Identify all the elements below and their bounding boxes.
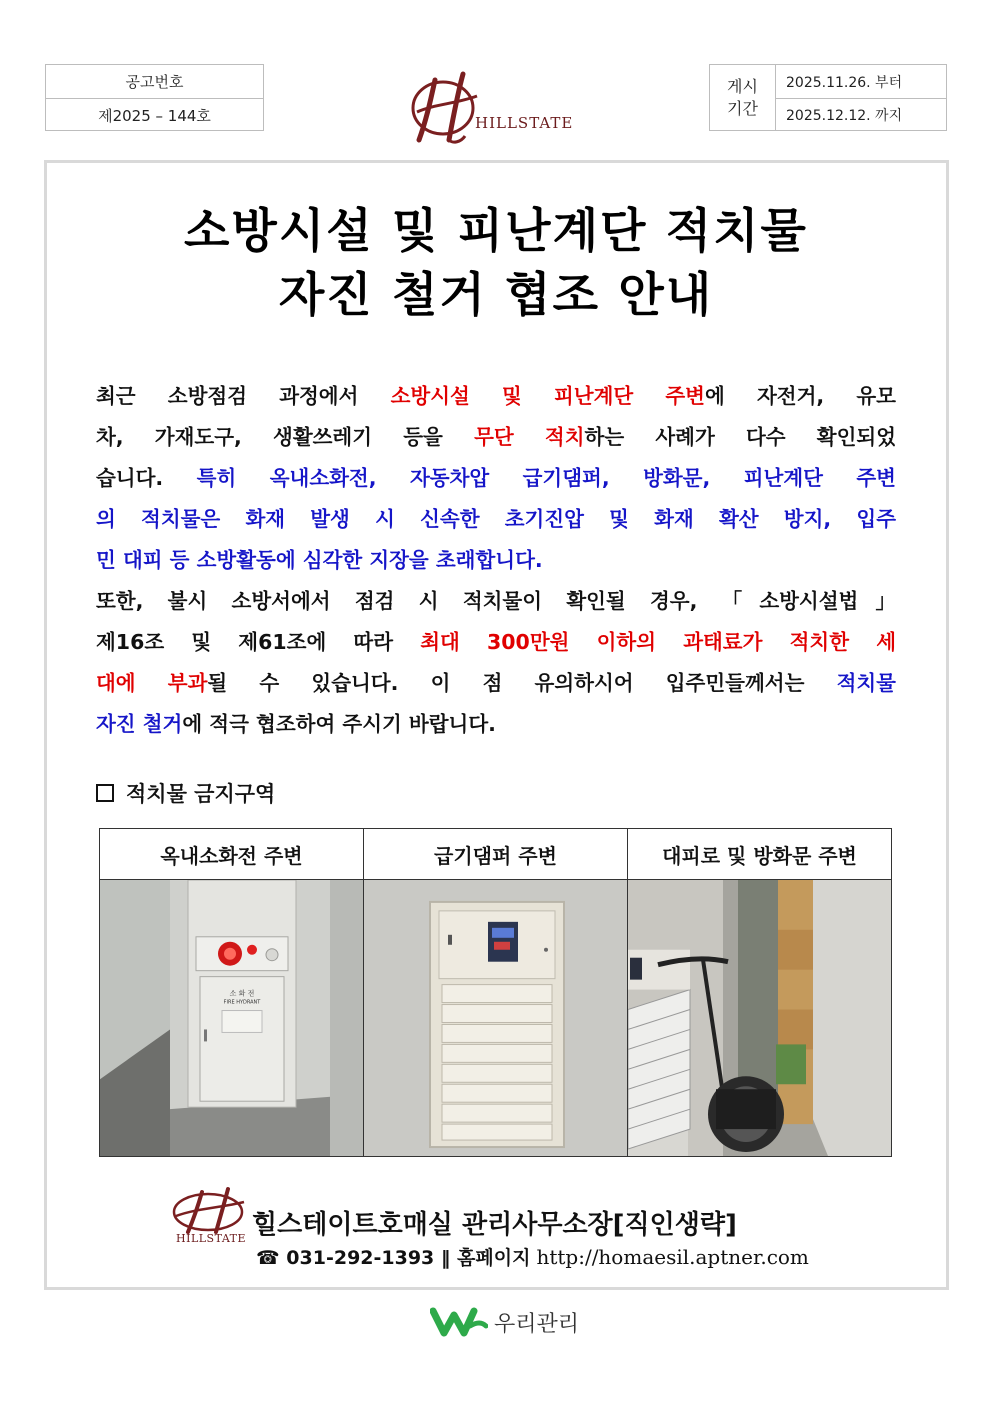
body-line bbox=[96, 663, 896, 704]
posting-start-date: 2025.11.26. 부터 bbox=[786, 74, 903, 91]
posting-period-label-line2: 기간 bbox=[727, 98, 758, 118]
hillstate-h-icon bbox=[405, 68, 485, 146]
posting-end-date: 2025.12.12. 까지 bbox=[776, 98, 946, 131]
louver-panel bbox=[628, 990, 690, 1149]
checkbox-square-icon bbox=[96, 784, 114, 802]
hillstate-wordmark: HILLSTATE bbox=[475, 114, 574, 132]
body-line bbox=[96, 376, 896, 417]
body-line bbox=[96, 581, 896, 622]
damper-photo bbox=[364, 880, 627, 1156]
notice-number-value: 제2025 – 144호 bbox=[46, 98, 263, 131]
wuri-w-icon bbox=[430, 1306, 488, 1338]
prohibited-zones-table bbox=[99, 828, 892, 1157]
management-office-name: 힐스테이트호매실 관리사무소장[직인생략] bbox=[252, 1210, 737, 1240]
zone-header: 옥내소화전 주변 bbox=[100, 829, 363, 880]
wuri-logo bbox=[430, 1306, 579, 1338]
highlight-red: 소방시설 및 피난계단 주변 bbox=[390, 384, 705, 408]
hydrant-label-ko: 소 화 전 bbox=[229, 989, 255, 998]
body-line bbox=[96, 417, 896, 458]
air-damper-image bbox=[364, 880, 627, 1156]
highlight-blue: 적치물 bbox=[836, 671, 896, 695]
body-text: 습니다. bbox=[96, 466, 197, 490]
posting-period-box bbox=[709, 64, 947, 131]
body-text: 제16조 및 제61조에 따라 bbox=[96, 630, 421, 654]
body-text: 될 수 있습니다. 이 점 유의하시어 입주민들께서는 bbox=[207, 671, 837, 695]
body-text: 에 자전거, 유모 bbox=[705, 384, 896, 408]
contact-line bbox=[256, 1243, 809, 1270]
phone-number: 031-292-1393 bbox=[286, 1247, 435, 1269]
title-line-2: 자진 철거 협조 안내 bbox=[278, 268, 714, 323]
body-line bbox=[96, 499, 896, 540]
title-line-1: 소방시설 및 피난계단 적치물 bbox=[184, 204, 808, 259]
fire-hydrant-image bbox=[100, 880, 363, 1156]
highlight-red: 대에 부과 bbox=[96, 671, 208, 695]
damper-louvers bbox=[442, 985, 552, 1140]
section-heading bbox=[96, 778, 275, 808]
body-line bbox=[96, 622, 896, 663]
posting-period-label bbox=[710, 65, 776, 130]
contact-separator: ‖ bbox=[440, 1247, 451, 1269]
hillstate-h-icon bbox=[168, 1186, 248, 1236]
body-line bbox=[96, 704, 896, 745]
body-text: 하는 사례가 다수 확인되었 bbox=[584, 425, 896, 449]
hillstate-logo bbox=[405, 68, 574, 146]
highlight-blue: 민 대피 등 소방활동에 심각한 지장을 초래합니다. bbox=[96, 548, 543, 572]
highlight-red: 최대 300만원 이하의 과태료가 적치한 세 bbox=[420, 630, 896, 654]
body-text: 또한, 불시 소방서에서 점검 시 적치물이 확인될 경우, 「소방시설법」 bbox=[96, 589, 896, 613]
zone-column-evacuation bbox=[627, 829, 891, 1156]
highlight-blue: 특히 옥내소화전, 자동차압 급기댐퍼, 방화문, 피난계단 주변 bbox=[196, 466, 896, 490]
highlight-red: 무단 적치 bbox=[474, 425, 585, 449]
posting-period-label-line1: 게시 bbox=[727, 76, 758, 96]
hydrant-label-en: FIRE HYDRANT bbox=[223, 999, 261, 1006]
phone-icon: ☎ bbox=[256, 1247, 280, 1269]
section-heading-text: 적치물 금지구역 bbox=[126, 782, 276, 806]
page-title bbox=[0, 200, 992, 328]
notice-body bbox=[96, 376, 896, 745]
body-text: 에 적극 협조하여 주시기 바랍니다. bbox=[182, 712, 496, 736]
posting-period-dates bbox=[776, 65, 946, 130]
homepage-label: 홈페이지 bbox=[457, 1247, 531, 1269]
notice-number-label: 공고번호 bbox=[125, 73, 184, 91]
highlight-blue: 자진 철거 bbox=[96, 712, 183, 736]
zone-header: 급기댐퍼 주변 bbox=[364, 829, 627, 880]
zone-header: 대피로 및 방화문 주변 bbox=[628, 829, 891, 880]
body-text: 차, 가재도구, 생활쓰레기 등을 bbox=[96, 425, 475, 449]
body-line bbox=[96, 540, 896, 581]
body-line bbox=[96, 458, 896, 499]
obstructed-corridor-image bbox=[628, 880, 891, 1156]
body-text: 최근 소방점검 과정에서 bbox=[96, 384, 391, 408]
footer-hillstate-wordmark: HILLSTATE bbox=[176, 1232, 247, 1245]
notice-number-box bbox=[45, 64, 264, 131]
hydrant-photo bbox=[100, 880, 363, 1156]
homepage-url[interactable]: http://homaesil.aptner.com bbox=[536, 1245, 809, 1269]
footer-hillstate-logo bbox=[168, 1186, 248, 1250]
evacuation-photo bbox=[628, 880, 891, 1156]
zone-column-hydrant bbox=[100, 829, 363, 1156]
highlight-blue: 의 적치물은 화재 발생 시 신속한 초기진압 및 화재 확산 방지, 입주 bbox=[96, 507, 896, 531]
wuri-wordmark: 우리관리 bbox=[494, 1311, 580, 1337]
zone-column-damper bbox=[363, 829, 627, 1156]
